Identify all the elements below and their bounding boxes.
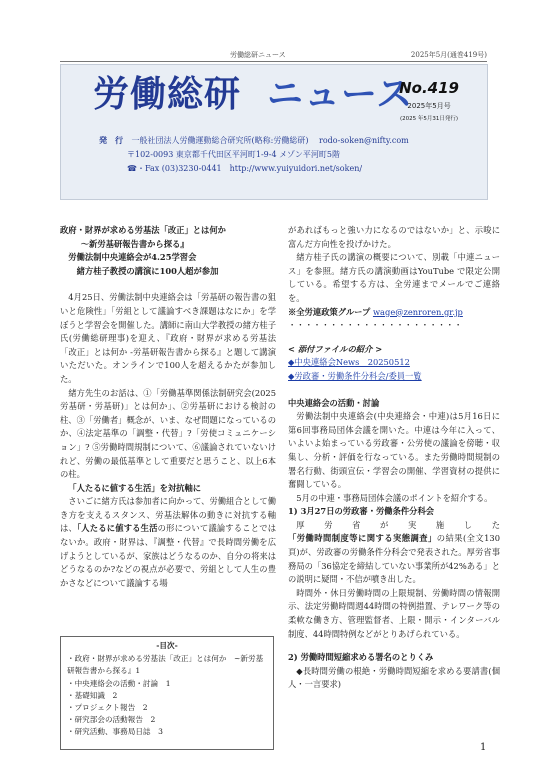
masthead-title — [93, 74, 414, 115]
right-paragraph-4: 5月の中連・事務局団体会議のポイントを紹介する。 — [296, 492, 493, 503]
publisher-name: 一般社団法人労働運動総合研究所(略称:労働総研) — [131, 136, 309, 145]
issue-month: 2025年5月号 — [407, 102, 451, 110]
section-heading: 中央連絡会の活動・討論 — [288, 397, 380, 408]
right-p5-c: の結果(全文130頁)が、労政審の労働条件分科会で発表された。厚労省事務局の「36協定を締結していない事業所が42%ある」との説明に疑問・不信が噴き出した。 — [288, 533, 500, 585]
toc-item: ・政府・財界が求める労基法「改正」とは何か ~新労基研報告書から探る』1 — [67, 654, 264, 676]
toc-item: ・研究活動、事務局日誌 3 — [67, 727, 163, 737]
header-issue: 2025年5月(通巻419号) — [410, 51, 487, 59]
right-p5-bold: 「労働時間制度等に関する実態調査」 — [288, 533, 437, 544]
publisher-address: 〒102-0093 東京都千代田区平河町1-9-4 メゾン平河町5階 — [127, 150, 340, 159]
left-p3-c: の形について議論することではないか。政府・財界は、『調整・代替』で長時間労働を広げようとしているが、家族はどうなるのか、自分の将来はどうなるのか?などの視点が必要で、労組として人生の豊かさなどについて議論する場 — [60, 523, 276, 588]
headline-4: 緒方桂子教授の講演に100人超が参加 — [76, 265, 219, 276]
contact-label: ※全労連政策グループ — [288, 306, 371, 317]
issue-number: No.419 — [399, 79, 459, 97]
headline-3: 労働法制中央連絡会が4.25学習会 — [68, 252, 197, 263]
left-paragraph-2: 緒方先生のお話は、①「労働基準関係法制研究会(2025労基研・労基研)」とは何か」、②労基研における検討の柱、③「労働者」概念が、いま、なぜ問題になっているのか、④法定基準の「調整・代替」?「労使コミュニケーション」? ⑤労働時間規制について、⑥議論されていないけれど、労働の最低基準として重要だと思うこと、以上6本の柱。 — [60, 387, 276, 480]
attachment-link-1[interactable]: ◆中央連絡会News 20250512 — [288, 357, 410, 368]
left-subheading: 「人たるに値する生活」を対抗軸に — [68, 482, 202, 493]
attachments-heading: < 添付ファイルの紹介 > — [288, 343, 383, 354]
toc-item: ・研究部会の活動報告 2 — [67, 715, 156, 725]
toc-item: ・プロジェクト報告 2 — [67, 703, 148, 713]
masthead-title-news: ニュース — [267, 74, 414, 115]
right-paragraph-1: があればもっと強い力になるのではないか」と、示唆に富んだ方向性を投げかけた。 — [288, 225, 500, 249]
subsection-1: 1) 3月27日の労政審・労働条件分科会 — [288, 506, 435, 517]
right-paragraph-2: 緒方桂子氏の講演の概要について、別載「中連ニュース」を参照。緒方氏の講演動画はYouTube で限定公開している。希望する方は、全労連までメールでご連絡を。 — [288, 252, 500, 303]
left-p3-a: さいごに緒方氏は参加者に向かって、労働組合として働き方を支えるスタンス、労基法解体の動きに対抗する軸は、 — [60, 496, 276, 534]
left-paragraph-3 — [60, 495, 276, 590]
right-paragraph-6: 時間外・休日労働時間の上限規制、労働時間の情報開示、法定労働時間週44時間の特例措置、テレワーク等の柔軟な働き方、管理監督者、上限・開示・インターバル制度、44時間特例などがとりあげられている。 — [288, 587, 500, 639]
toc-heading: -目次- — [156, 641, 178, 650]
right-p5-a: 厚労省が実施した — [296, 519, 500, 530]
left-column — [60, 224, 276, 590]
headline-2: ～新労基研報告書から探る』 — [80, 238, 189, 249]
header-divider — [60, 61, 487, 62]
table-of-contents — [60, 636, 274, 750]
masthead-title-main: 労働総研 — [93, 74, 242, 115]
dotted-separator: ・・・・・・・・・・・・・・・・・・・・・ — [288, 320, 463, 331]
left-paragraph-1: 4月25日、労働法制中央連絡会は「労基研の報告書の狙いと危険性」「労組として議論すべき課題はなにか」を学ぼうと学習会を開催した。講師に南山大学教授の緒方桂子氏(労働総研理事)を迎え、『政府・財界が求める労基法「改正」とは何か -労基研報告書から探る』と題して講演いただいた。オンラインで100人を超えるかたが参加した。 — [60, 292, 276, 384]
subsection-2: 2) 労働時間短縮求める署名のとりくみ — [288, 652, 434, 663]
publisher-phone: ☎・Fax (03)3230-0441 http://www.yuiyuidori.net/soken/ — [127, 164, 363, 173]
publisher-email[interactable]: rodo-soken@nifty.com — [319, 136, 409, 145]
contact-email-link[interactable]: wage@zenroren.gr.jp — [372, 306, 463, 317]
right-paragraph-3: 労働法制中央連絡会(中央連絡会・中連)は5月16日に第6回事務局団体会議を開いた。中連は今年に入って、いよいよ始まっている労政審・公労使の議論を傍聴・収集し、分析・評価を行なっている。また労働時間規制の署名行動、街頭宣伝・学習会の開催、学習資材の提供に奮闘している。 — [288, 411, 500, 490]
toc-item: ・基礎知識 2 — [67, 690, 118, 700]
masthead — [60, 64, 488, 200]
contact-line — [288, 306, 500, 320]
headline-1: 政府・財界が求める労基法「改正」とは何か — [60, 225, 226, 235]
page-number: 1 — [480, 742, 487, 753]
right-paragraph-7: ◆長時間労働の根絶・労働時間短縮を求める要請書(個人・一言要求) — [288, 665, 500, 690]
issue-box — [399, 79, 459, 122]
header-publication: 労働総研ニュース — [230, 51, 286, 59]
right-paragraph-5 — [288, 519, 500, 587]
publisher-block — [99, 133, 409, 176]
publisher-label: 発 行 — [99, 135, 123, 145]
right-column — [288, 224, 500, 692]
toc-item: ・中央連絡会の活動・討論 1 — [67, 678, 171, 688]
left-p3-bold: 「人たるに値する生活 — [76, 523, 158, 534]
issue-pubdate: (2025 年5月31日発行) — [400, 116, 459, 122]
attachment-link-2[interactable]: ◆労政審・労働条件分科会/委員一覧 — [288, 370, 422, 381]
